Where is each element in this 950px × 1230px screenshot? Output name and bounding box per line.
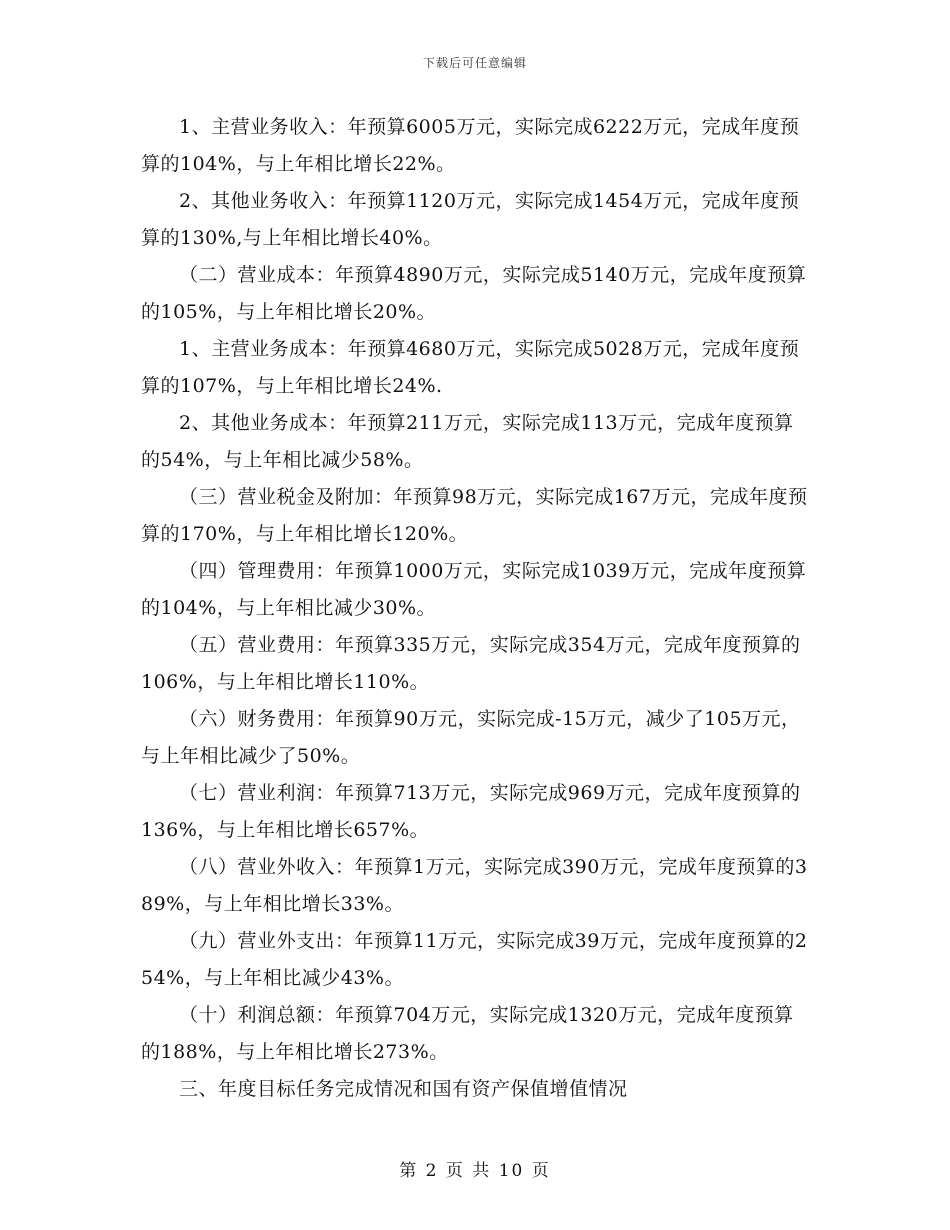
paragraph-operating-cost: （二）营业成本：年预算4890万元，实际完成5140万元，完成年度预算的105%，与上年相比增长20%。 (141, 264, 807, 323)
document-body (141, 109, 811, 1108)
page-header: 下载后可任意编辑 (422, 56, 527, 70)
paragraph-financial-expense: （六）财务费用：年预算90万元，实际完成-15万元，减少了105万元，与上年相比减少了50%。 (141, 708, 801, 767)
paragraph-sales-expense: （五）营业费用：年预算335万元，实际完成354万元，完成年度预算的106%，与上年相比增长110%。 (141, 634, 801, 693)
section-heading-annual-targets: 三、年度目标任务完成情况和国有资产保值增值情况 (179, 1078, 628, 1100)
paragraph-management-expense: （四）管理费用：年预算1000万元，实际完成1039万元，完成年度预算的104%，与上年相比减少30%。 (141, 560, 807, 619)
paragraph-total-profit: （十）利润总额：年预算704万元，实际完成1320万元，完成年度预算的188%，与上年相比增长273%。 (141, 1004, 794, 1063)
paragraph-non-operating-income: （八）营业外收入：年预算1万元，实际完成390万元，完成年度预算的389%，与上年相比增长33%。 (141, 856, 808, 915)
page-footer: 第 2 页 共 10 页 (399, 1161, 551, 1181)
paragraph-other-business-cost: 2、其他业务成本：年预算211万元，实际完成113万元，完成年度预算的54%，与上年相比减少58%。 (141, 412, 794, 471)
paragraph-other-business-income: 2、其他业务收入：年预算1120万元，实际完成1454万元，完成年度预算的130%,与上年相比增长40%。 (141, 190, 800, 249)
paragraph-operating-profit: （七）营业利润：年预算713万元，实际完成969万元，完成年度预算的136%，与上年相比增长657%。 (141, 782, 801, 841)
paragraph-main-business-cost: 1、主营业务成本：年预算4680万元，实际完成5028万元，完成年度预算的107%，与上年相比增长24%. (141, 338, 800, 397)
paragraph-business-tax: （三）营业税金及附加：年预算98万元，实际完成167万元，完成年度预算的170%，与上年相比增长120%。 (141, 486, 808, 545)
paragraph-main-business-income: 1、主营业务收入：年预算6005万元，实际完成6222万元，完成年度预算的104%，与上年相比增长22%。 (141, 116, 800, 175)
paragraph-non-operating-expense: （九）营业外支出：年预算11万元，实际完成39万元，完成年度预算的254%，与上年相比减少43%。 (141, 930, 808, 989)
